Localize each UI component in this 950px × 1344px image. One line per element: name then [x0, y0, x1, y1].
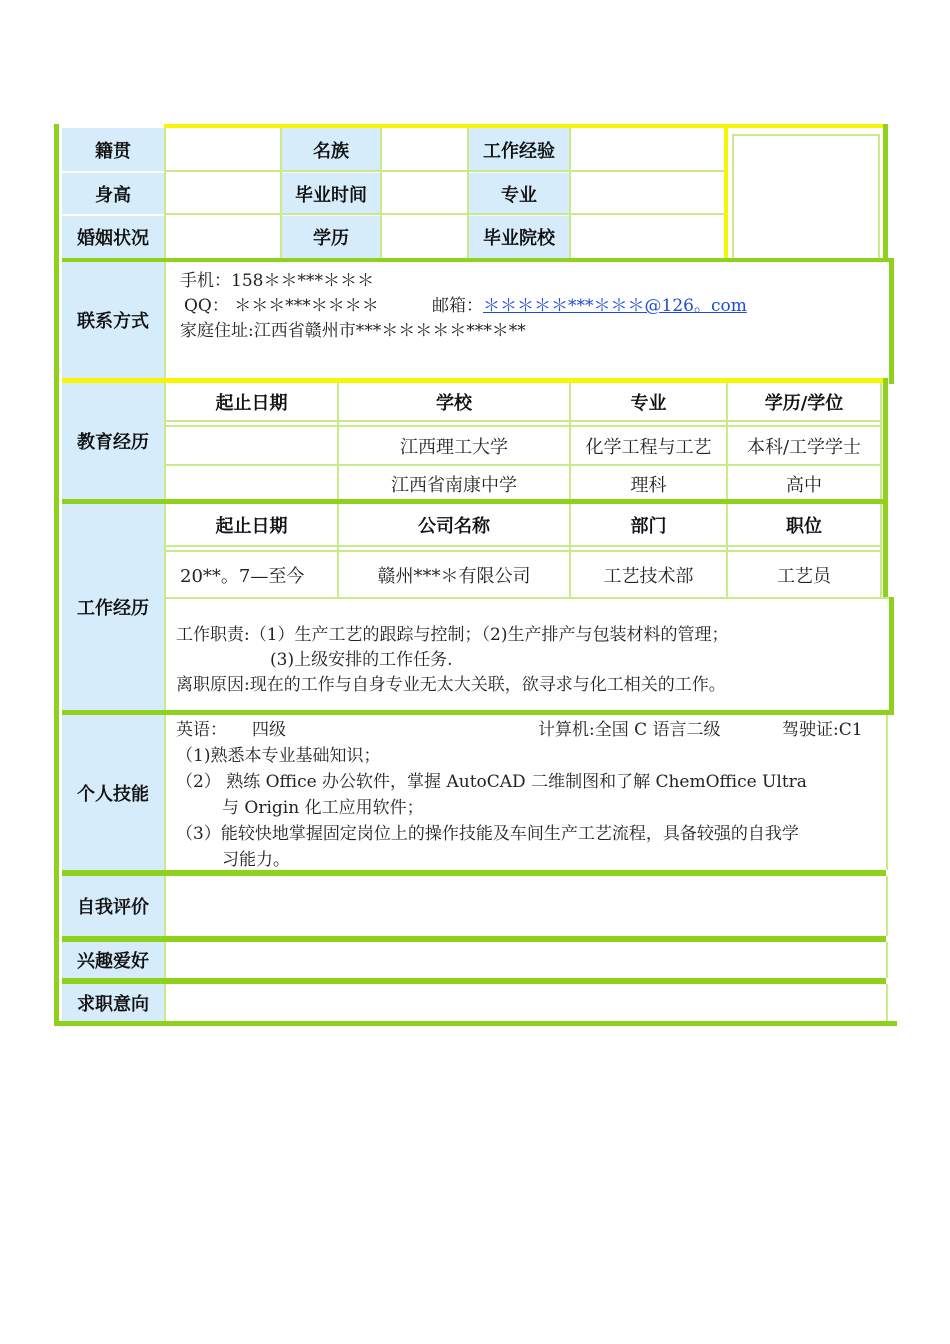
skill-english-label: 英语：	[176, 720, 227, 740]
skill-item-2-line2: 与 Origin 化工应用软件；	[222, 798, 424, 818]
photo-right-border	[883, 124, 888, 262]
hobbies-right-border	[886, 942, 888, 978]
work-right-border-bottom	[889, 597, 894, 710]
basic-col-divider-4	[467, 128, 469, 258]
self-eval-col-divider	[164, 876, 166, 936]
label-graduation-date: 毕业时间	[282, 173, 380, 214]
work-row-position: 工艺员	[777, 565, 831, 587]
basic-row-divider-1	[164, 170, 724, 172]
edu-header-school: 学校	[436, 393, 472, 414]
label-job-intent: 求职意向	[62, 984, 164, 1021]
skills-col-divider	[164, 715, 166, 870]
label-education: 教育经历	[62, 383, 164, 499]
basic-col-divider-2	[280, 128, 282, 258]
skill-english-level: 四级	[252, 720, 286, 740]
work-right-border-top	[883, 499, 888, 597]
qq-value: ＊＊＊***＊＊＊＊	[234, 296, 379, 316]
email-link[interactable]: ＊＊＊＊＊***＊＊＊@126。com	[483, 296, 747, 316]
edu-row2-major: 理科	[630, 475, 667, 496]
self-eval-content[interactable]	[170, 880, 880, 932]
edu-row1-date	[166, 427, 337, 464]
work-header-dept: 部门	[630, 516, 667, 537]
address-line	[180, 316, 526, 341]
basic-col-divider-3	[380, 128, 382, 258]
work-row-divider-1	[166, 545, 882, 547]
table-left-border	[54, 124, 59, 1026]
skill-item-3-line2: 习能力。	[222, 850, 290, 870]
label-ethnicity: 名族	[282, 128, 380, 171]
phone-line	[180, 266, 374, 291]
hobbies-content[interactable]	[170, 944, 880, 976]
work-duty-line1: 工作职责:（1）生产工艺的跟踪与控制；（2)生产排产与包装材料的管理；	[176, 625, 729, 645]
job-intent-right-border	[886, 984, 888, 1021]
photo-left-border	[724, 128, 728, 262]
edu-col-divider-4	[880, 383, 882, 499]
job-intent-col-divider	[164, 984, 166, 1021]
table-bottom-border	[54, 1021, 897, 1026]
job-intent-top-border	[62, 978, 886, 984]
work-header-date: 起止日期	[215, 516, 288, 537]
hobbies-col-divider	[164, 942, 166, 978]
label-major: 专业	[469, 173, 569, 214]
skill-driver-license: 驾驶证:C1	[782, 720, 863, 740]
work-row-divider-2	[166, 597, 892, 599]
basic-col-divider-5	[569, 128, 571, 258]
work-top-border	[62, 499, 888, 504]
work-leave-reason: 离职原因:现在的工作与自身专业无太大关联，欲寻求与化工相关的工作。	[176, 675, 726, 695]
work-row-date: 20**。7—至今	[180, 565, 305, 587]
work-row-dept: 工艺技术部	[603, 565, 694, 587]
skills-right-border	[886, 715, 888, 870]
edu-row1-school: 江西理工大学	[400, 436, 508, 458]
edu-row-divider-1	[166, 420, 882, 422]
basic-top-border	[164, 124, 888, 128]
self-eval-right-border	[886, 876, 888, 936]
job-intent-content[interactable]	[170, 986, 880, 1019]
edu-row1-degree: 本科/工学学士	[746, 436, 862, 458]
edu-header-degree: 学历/学位	[764, 393, 844, 414]
label-work-experience: 工作经验	[469, 128, 569, 171]
edu-header-date: 起止日期	[215, 393, 288, 414]
skill-item-2-line1: （2） 熟练 Office 办公软件，掌握 AutoCAD 二维制图和了解 ChemOffice Ultra	[176, 772, 807, 792]
edu-row2-date	[166, 466, 337, 502]
label-education-level: 学历	[282, 216, 380, 258]
address-value: 江西省赣州市***＊＊＊＊＊***＊**	[253, 321, 526, 341]
work-row-company: 赣州***＊有限公司	[377, 565, 531, 587]
contact-top-border	[62, 258, 894, 262]
contact-right-border	[889, 258, 894, 384]
work-duty-line2: (3)上级安排的工作任务.	[270, 650, 453, 670]
work-header-company: 公司名称	[418, 516, 490, 537]
phone-value: 158＊＊***＊＊＊	[231, 271, 374, 291]
basic-row-divider-2	[164, 213, 724, 215]
qq-line	[184, 291, 379, 316]
label-native-place: 籍贯	[62, 128, 164, 171]
self-eval-top-border	[62, 870, 886, 876]
basic-col-divider-1	[164, 128, 166, 258]
hobbies-top-border	[62, 936, 886, 942]
label-work: 工作经历	[62, 504, 164, 710]
skill-item-3-line1: （3）能较快地掌握固定岗位上的操作技能及车间生产工艺流程，具备较强的自我学	[176, 824, 799, 844]
label-self-eval: 自我评价	[62, 876, 164, 936]
contact-col-divider	[164, 262, 166, 378]
education-top-border	[62, 378, 886, 383]
edu-header-major: 专业	[630, 393, 667, 414]
label-height: 身高	[62, 173, 164, 214]
skill-item-1: （1)熟悉本专业基础知识；	[176, 746, 381, 766]
qq-label: QQ：	[184, 296, 229, 316]
photo-inner-right	[878, 134, 880, 258]
skill-computer: 计算机:全国 C 语言二级	[538, 720, 721, 740]
edu-right-border	[883, 378, 888, 499]
label-graduated-school: 毕业院校	[469, 216, 569, 258]
skill-english	[176, 715, 227, 740]
address-label: 家庭住址:	[180, 321, 254, 341]
label-skills: 个人技能	[62, 715, 164, 870]
label-hobbies: 兴趣爱好	[62, 942, 164, 978]
photo-placeholder[interactable]	[734, 136, 878, 258]
label-contact: 联系方式	[62, 262, 164, 378]
edu-row1-major: 化学工程与工艺	[585, 436, 712, 458]
email-line	[432, 291, 747, 316]
edu-row2-school: 江西省南康中学	[391, 475, 517, 496]
work-header-position: 职位	[786, 516, 822, 537]
email-label: 邮箱：	[432, 296, 483, 316]
phone-label: 手机：	[180, 271, 231, 291]
edu-row2-degree: 高中	[786, 475, 822, 496]
label-marital-status: 婚姻状况	[62, 216, 164, 258]
